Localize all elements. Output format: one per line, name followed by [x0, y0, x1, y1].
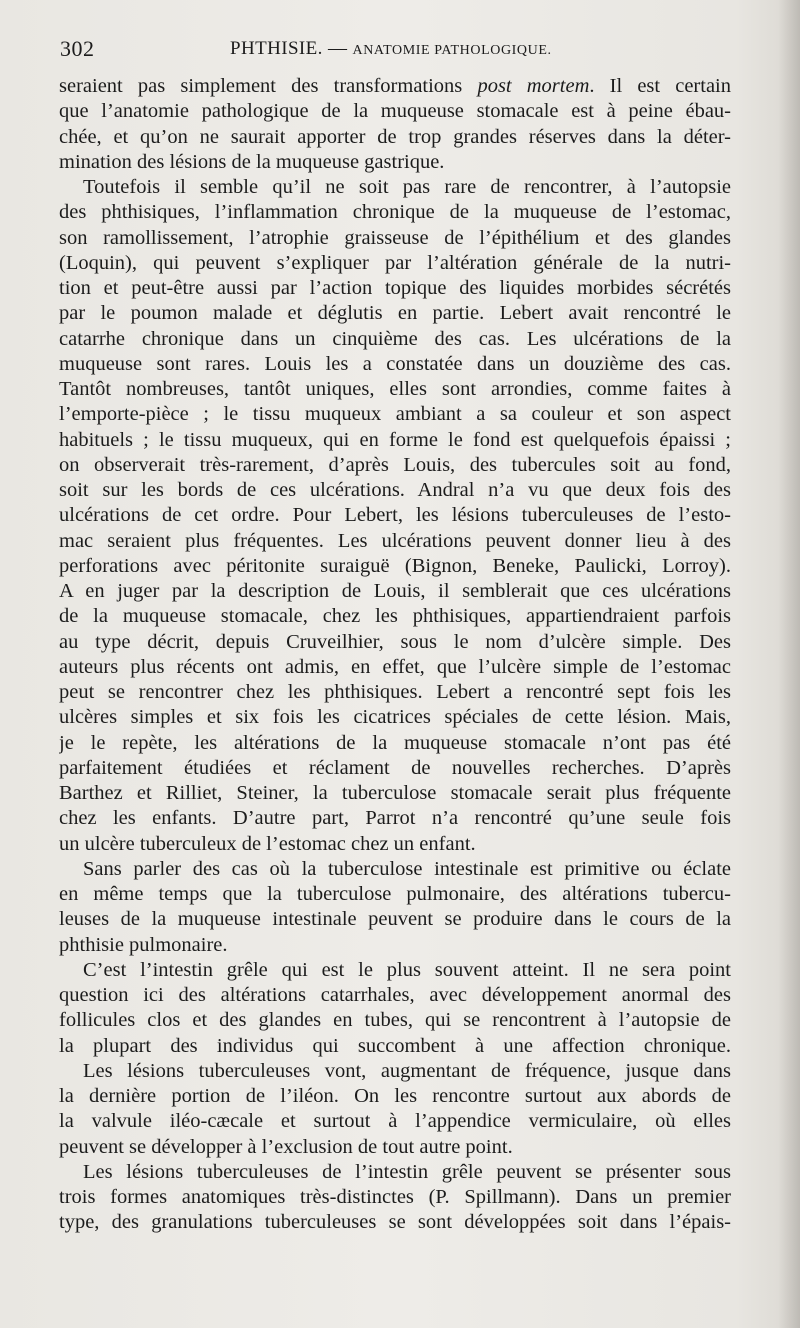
text-line: ulcères simples et six fois les cicatrices spéciales de cette lésion. Mais, — [59, 706, 731, 729]
text-line: au type décrit, depuis Cruveilhier, sous le nom d’ulcère simple. Des — [59, 630, 731, 653]
text-line: muqueuse sont rares. Louis les a constatée dans un douzième des cas. — [59, 352, 731, 375]
text-line: de la muqueuse stomacale, chez les phthisiques, appartiendraient parfois — [59, 605, 731, 628]
text-line: leuses de la muqueuse intestinale peuvent se produire dans le cours de la — [59, 908, 731, 931]
text-line: peut se rencontrer chez les phthisiques. Lebert a rencontré sept fois les — [59, 681, 731, 703]
text-line: auteurs plus récents ont admis, en effet, que l’ulcère simple de l’estomac — [59, 655, 731, 678]
text-line: catarrhe chronique dans un cinquième des cas. Les ulcérations de la — [59, 327, 731, 350]
running-title: PHTHISIE. — — [230, 38, 348, 59]
page-number: 302 — [60, 36, 95, 61]
text-line: perforations avec péritonite suraiguë (Bignon, Beneke, Paulicki, Lorroy). — [59, 554, 731, 577]
italic-term: post mortem — [477, 75, 590, 97]
text-line: Toutefois il semble qu’il ne soit pas rare de rencontrer, à l’autopsie — [83, 176, 731, 198]
text-line: Tantôt nombreuses, tantôt uniques, elles sont arrondies, comme faites à — [59, 378, 731, 400]
page-edge-shadow — [778, 0, 800, 1328]
text-line: chée, et qu’on ne saurait apporter de trop grandes réserves dans la déter- — [59, 125, 731, 148]
text-line: phthisie pulmonaire. — [59, 933, 228, 956]
text-line: trois formes anatomiques très-distinctes (P. Spillmann). Dans un premier — [59, 1186, 731, 1208]
text-line: A en juger par la description de Louis, il semblerait que ces ulcérations — [59, 580, 731, 602]
text-line: question ici des altérations catarrhales, avec développement anormal des — [59, 984, 731, 1006]
text-line: des phthisiques, l’inflammation chronique de la muqueuse de l’estomac, — [59, 201, 731, 224]
text-line: soit sur les bords de ces ulcérations. Andral n’a vu que deux fois des — [59, 479, 731, 501]
text-line: on observerait très-rarement, d’après Louis, des tubercules soit au fond, — [59, 453, 731, 476]
text-line: la dernière portion de l’iléon. On les rencontre surtout aux abords de — [59, 1085, 731, 1107]
page-header — [60, 36, 730, 66]
text-line: un ulcère tuberculeux de l’estomac chez un enfant. — [59, 832, 476, 855]
text-line: par le poumon malade et déglutis en partie. Lebert avait rencontré le — [59, 302, 731, 325]
text-line: chez les enfants. D’autre part, Parrot n’a rencontré qu’une seule fois — [59, 807, 731, 830]
text-line: que l’anatomie pathologique de la muqueuse stomacale est à peine ébau- — [59, 100, 731, 123]
text-line: mination des lésions de la muqueuse gastrique. — [59, 150, 445, 173]
text-line: parfaitement étudiées et réclament de nouvelles recherches. D’après — [59, 756, 731, 779]
text-line: la plupart des individus qui succombent à une affection chronique. — [59, 1034, 731, 1057]
text-line: Barthez et Rilliet, Steiner, la tuberculose stomacale serait plus fréquente — [59, 782, 731, 804]
text-line: type, des granulations tuberculeuses se sont développées soit dans l’épais- — [59, 1211, 731, 1234]
text-line: en même temps que la tuberculose pulmonaire, des altérations tubercu- — [59, 883, 731, 905]
text-line: habituels ; le tissu muqueux, qui en forme le fond est quelquefois épaissi ; — [59, 428, 731, 451]
running-subtitle: ANATOMIE PATHOLOGIQUE. — [352, 43, 552, 58]
text-line: seraient pas simplement des transformations post mortem. Il est certain — [59, 75, 731, 97]
text-line: mac seraient plus fréquentes. Les ulcérations peuvent donner lieu à des — [59, 529, 731, 552]
text-line: peuvent se développer à l’exclusion de tout autre point. — [59, 1135, 513, 1158]
text-line: ulcérations de cet ordre. Pour Lebert, les lésions tuberculeuses de l’esto- — [59, 504, 731, 527]
text-line: je le repète, les altérations de la muqueuse stomacale n’ont pas été — [59, 731, 731, 754]
text-line: son ramollissement, l’atrophie graisseuse de l’épithélium et des glandes — [59, 226, 731, 249]
text-line: la valvule iléo-cæcale et surtout à l’appendice vermiculaire, où elles — [59, 1110, 731, 1133]
text-line: tion et peut-être aussi par l’action topique des liquides morbides sécrétés — [59, 277, 731, 299]
text-line: Sans parler des cas où la tuberculose intestinale est primitive ou éclate — [83, 857, 731, 880]
running-head — [230, 38, 552, 60]
text-line: l’emporte-pièce ; le tissu muqueux ambiant a sa couleur et son aspect — [59, 403, 731, 426]
text-line: C’est l’intestin grêle qui est le plus souvent atteint. Il ne sera point — [83, 958, 731, 981]
text-line: Les lésions tuberculeuses de l’intestin grêle peuvent se présenter sous — [83, 1160, 731, 1183]
text-line: (Loquin), qui peuvent s’expliquer par l’altération générale de la nutri- — [59, 251, 731, 274]
body-text — [59, 74, 731, 1236]
text-line: follicules clos et des glandes en tubes, qui se rencontrent à l’autopsie de — [59, 1009, 731, 1032]
text-line: Les lésions tuberculeuses vont, augmentant de fréquence, jusque dans — [83, 1059, 731, 1082]
